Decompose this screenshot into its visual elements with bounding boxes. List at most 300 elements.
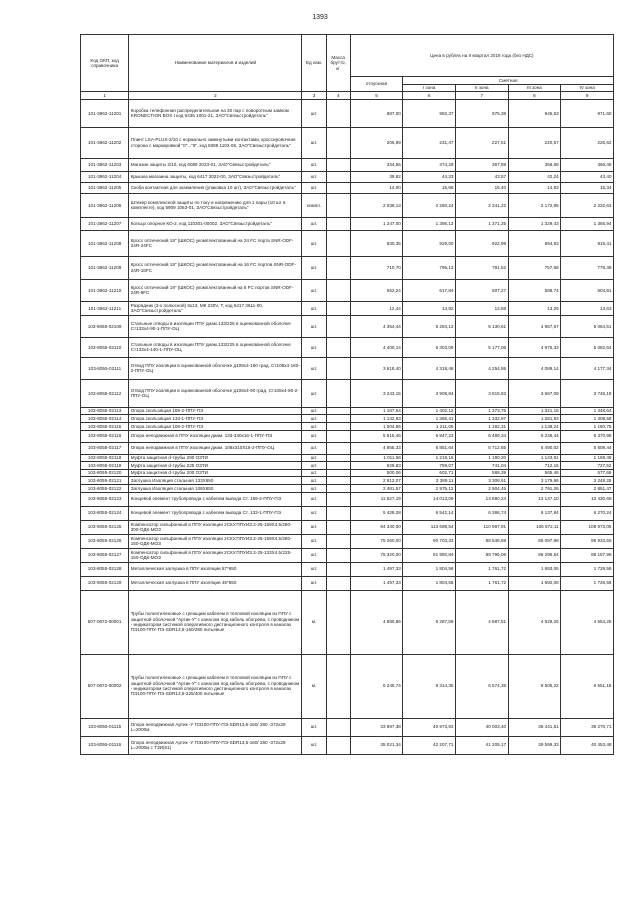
zone3-price-cell: 14,93	[508, 182, 561, 193]
table-row	[81, 158, 614, 171]
mass-cell	[326, 230, 350, 256]
header-zone-1: I зона	[403, 84, 456, 92]
zone2-price-cell: 975,38	[455, 99, 508, 127]
zone2-price-cell: 41 205,17	[455, 736, 508, 754]
name-cell: Опора неподвижная в ППУ изоляции диам. 133-340х16-1-ППУ-ПЭ	[129, 430, 302, 442]
name-cell: Кросс оптический 19" (ШКОС) укомплектованный на 24 FC порта SNR-ODF-24R-24FC	[129, 230, 302, 256]
zone1-price-cell: 13,92	[403, 301, 456, 315]
table-row	[81, 442, 614, 454]
code-cell: 103-8055-02114	[81, 415, 129, 423]
zone1-price-cell: 1 219,16	[403, 454, 456, 462]
code-cell: 101-3862-11209	[81, 256, 129, 279]
release-price-cell: 1 132,93	[350, 415, 403, 423]
zone3-price-cell: 1 692,06	[508, 576, 561, 590]
index-cell: 7	[455, 92, 508, 100]
code-cell: 103-8055-02117	[81, 442, 129, 454]
mass-cell	[326, 407, 350, 415]
zone2-price-cell: 4 254,95	[455, 357, 508, 379]
table-row	[81, 182, 614, 193]
zone3-price-cell: 3 667,09	[508, 379, 561, 407]
zone2-price-cell: 6 489,34	[455, 430, 508, 442]
zone1-price-cell: 3 908,84	[403, 379, 456, 407]
code-cell: 103-8055-02119	[81, 462, 129, 470]
name-cell: Опора скользящая 108-2-ППУ-ПЭ	[129, 422, 302, 430]
zone2-price-cell: 367,89	[455, 158, 508, 171]
unit-cell: шт.	[302, 442, 326, 454]
name-cell: Коробка телефонная распределительная на 30 пар с поворотным замком KRONECTION BOX I код 6435 1001-21, ЗАО"Связьстройдеталь"	[129, 99, 302, 127]
zone1-price-cell: 9 314,35	[403, 654, 456, 718]
name-cell: Магазин защиты 2/10, код 6089 2023-01, ЗАО"Связьстройдеталь"	[129, 158, 302, 171]
mass-cell	[326, 337, 350, 357]
zone3-price-cell: 2 172,95	[508, 193, 561, 217]
release-price-cell: 887,00	[350, 99, 403, 127]
zone1-price-cell: 5 851,64	[403, 442, 456, 454]
zone3-price-cell: 8 505,22	[508, 654, 561, 718]
index-cell: 5	[350, 92, 403, 100]
release-price-cell: 500,06	[350, 469, 403, 477]
table-row	[81, 736, 614, 754]
zone3-price-cell: 6 137,84	[508, 506, 561, 520]
unit-cell: шт.	[302, 171, 326, 182]
mass-cell	[326, 484, 350, 492]
mass-cell	[326, 379, 350, 407]
zone3-price-cell: 757,68	[508, 256, 561, 279]
code-cell: 101-3862-11210	[81, 279, 129, 301]
header-mass: Масса брутто, кг	[326, 35, 350, 92]
index-cell: 6	[403, 92, 456, 100]
zone3-price-cell: 85 097,98	[508, 534, 561, 548]
index-cell: 3	[302, 92, 326, 100]
mass-cell	[326, 654, 350, 718]
zone1-price-cell: 42 207,71	[403, 736, 456, 754]
code-cell: 507-0672-00001	[81, 590, 129, 654]
code-cell: 103-8055-02121	[81, 477, 129, 485]
table-row	[81, 484, 614, 492]
table-row	[81, 477, 614, 485]
code-cell: 101-3862-11201	[81, 99, 129, 127]
code-cell: 103-8055-02111	[81, 357, 129, 379]
zone3-price-cell: 1 281,93	[508, 415, 561, 423]
release-price-cell: 1 011,56	[350, 454, 403, 462]
name-cell: Скоба контактная для заземления (упаковка 10 шт), ЗАО"Связьстройдеталь"	[129, 182, 302, 193]
code-cell: 507-0672-00002	[81, 654, 129, 718]
mass-cell	[326, 477, 350, 485]
mass-cell	[326, 590, 350, 654]
zone3-price-cell: 42,24	[508, 171, 561, 182]
name-cell: Опора неподвижная в ППУ изоляции диам. 108х310Х16-2-ППУ-ОЦ	[129, 442, 302, 454]
header-zone-4: IV зона	[561, 84, 614, 92]
zone1-price-cell: 374,29	[403, 158, 456, 171]
zone1-price-cell: 795,13	[403, 256, 456, 279]
zone1-price-cell: 90 703,33	[403, 534, 456, 548]
mass-cell	[326, 315, 350, 337]
table-row	[81, 462, 614, 470]
mass-cell	[326, 279, 350, 301]
unit-cell: м.	[302, 654, 326, 718]
zone1-price-cell: 44,33	[403, 171, 456, 182]
index-cell: 2	[129, 92, 302, 100]
unit-cell: шт.	[302, 379, 326, 407]
release-price-cell: 1 247,00	[350, 217, 403, 230]
name-cell: Штекер комплексной защиты по току и напряжению для 1 пары (10 шт в комплекте), код 5909 1063-01, ЗАО"Связьстройдеталь"	[129, 193, 302, 217]
release-price-cell: 1 004,86	[350, 422, 403, 430]
zone4-price-cell: 1 365,94	[561, 217, 614, 230]
header-code: Код ОКП, код справочника	[81, 35, 129, 92]
name-cell: Трубы полиэтиленовые с греющим кабелем в тепловой изоляции из ППУ с защитной оболочкой "Артик-У" с каналом под кабель обогрева, с проводником - индикатором системой оперативного дистанционного контроля в каналах ПЭ100-ППУ-ПЭ-SDR13,6-225/400 питьевые	[129, 654, 302, 718]
table-row	[81, 422, 614, 430]
zone3-price-cell: 4 957,67	[508, 315, 561, 337]
name-cell: Трубы полиэтиленовые с греющим кабелем в тепловой изоляции из ППУ с защитной оболочкой "Артик-У" с каналом под кабель обогрева, с проводником - индикатором системой оперативного дистанционного контроля в каналах ПЭ100-ППУ-ПЭ-SDR13,6-160/280 питьевые	[129, 590, 302, 654]
name-cell: Опора неподвижная Артик -У ПЭ100-ППУ-ПЭ-SDR13,6-160/ 280 -372х28 L=2000м с ТЗИ(61)	[129, 736, 302, 754]
zone2-price-cell: 781,52	[455, 256, 508, 279]
zone3-price-cell: 4 089,14	[508, 357, 561, 379]
zone4-price-cell: 6 551,18	[561, 654, 614, 718]
unit-cell: шт.	[302, 99, 326, 127]
zone4-price-cell: 3 248,25	[561, 477, 614, 485]
zone1-price-cell: 231,47	[403, 127, 456, 158]
table-row	[81, 492, 614, 506]
name-cell: Опора скользящая 159-2-ППУ-ПЭ	[129, 407, 302, 415]
zone3-price-cell: 945,63	[508, 99, 561, 127]
code-cell: 103-8055-02122	[81, 484, 129, 492]
unit-cell: шт.	[302, 562, 326, 576]
zone4-price-cell: 86 933,56	[561, 534, 614, 548]
zone2-price-cell: 6 386,74	[455, 506, 508, 520]
mass-cell	[326, 462, 350, 470]
code-cell: 103-8055-01115	[81, 718, 129, 736]
zone3-price-cell: 39 599,33	[508, 736, 561, 754]
zone2-price-cell: 741,04	[455, 462, 508, 470]
release-price-cell: 4 354,44	[350, 315, 403, 337]
release-price-cell: 76 320,00	[350, 548, 403, 562]
table-row	[81, 256, 614, 279]
price-table	[80, 34, 614, 755]
zone1-price-cell: 5 287,59	[403, 590, 456, 654]
mass-cell	[326, 718, 350, 736]
zone2-price-cell: 2 241,22	[455, 193, 508, 217]
name-cell: Компенсатор сильфонный в ППУ изоляции 2СКУ.ППУИЗ.2-25-133Х4.5/225-150-ОДК-МОЗ	[129, 548, 302, 562]
zone1-price-cell: 929,00	[403, 230, 456, 256]
mass-cell	[326, 415, 350, 423]
name-cell: Металлическая заглушка в ППУ изоляции 57*650	[129, 562, 302, 576]
zone3-price-cell: 712,16	[508, 462, 561, 470]
table-row	[81, 217, 614, 230]
zone2-price-cell: 110 997,91	[455, 520, 508, 534]
code-cell: 103-8055-02115	[81, 422, 129, 430]
unit-cell: шт.	[302, 422, 326, 430]
zone2-price-cell: 1 332,97	[455, 415, 508, 423]
mass-cell	[326, 182, 350, 193]
zone4-price-cell: 4 177,34	[561, 357, 614, 379]
release-price-cell: 35 021,34	[350, 736, 403, 754]
release-price-cell: 75 260,00	[350, 534, 403, 548]
release-price-cell: 5 428,28	[350, 506, 403, 520]
name-cell: Концевой элемент трубопровода с кабелем вывода Ст. 159-2-ППУ-ПЭ	[129, 492, 302, 506]
release-price-cell: 94 340,00	[350, 520, 403, 534]
header-price-group: Цена в рублях на II квартал 2016 года (без НДС)	[350, 35, 613, 77]
zone2-price-cell: 3 815,83	[455, 379, 508, 407]
header-name: Наименование материалов и изделий	[129, 35, 302, 92]
unit-cell: м.	[302, 590, 326, 654]
code-cell: 103-8055-02113	[81, 407, 129, 415]
zone2-price-cell: 6 574,35	[455, 654, 508, 718]
index-cell: 9	[561, 92, 614, 100]
release-price-cell: 710,70	[350, 256, 403, 279]
release-price-cell: 629,83	[350, 462, 403, 470]
table-row	[81, 562, 614, 576]
table-row	[81, 127, 614, 158]
zone3-price-cell: 565,46	[508, 469, 561, 477]
table-row	[81, 357, 614, 379]
name-cell: Стальные отводы в изоляции ППУ диам.133/225 в оцинкованной оболочке Ст133х4-140-1-ППУ-ОЦ	[129, 337, 302, 357]
zone4-price-cell: 604,91	[561, 279, 614, 301]
table-row	[81, 301, 614, 315]
unit-cell: шт.	[302, 407, 326, 415]
zone2-price-cell: 3 308,61	[455, 477, 508, 485]
zone1-price-cell: 1 804,58	[403, 576, 456, 590]
mass-cell	[326, 430, 350, 442]
zone2-price-cell: 2 904,45	[455, 484, 508, 492]
zone1-price-cell: 992,37	[403, 99, 456, 127]
mass-cell	[326, 217, 350, 230]
zone1-price-cell: 2 280,24	[403, 193, 456, 217]
zone4-price-cell: 727,52	[561, 462, 614, 470]
unit-cell: шт.	[302, 492, 326, 506]
code-cell: 103-8055-02123	[81, 492, 129, 506]
name-cell: Кросс оптический 19" (ШКОС) укомплектованный на 8 FC портов SNR-ODF-24R-8FC	[129, 279, 302, 301]
zone1-price-cell: 15,66	[403, 182, 456, 193]
zone1-price-cell: 2 975,12	[403, 484, 456, 492]
code-cell: 103-8055-02124	[81, 506, 129, 520]
zone3-price-cell: 588,74	[508, 279, 561, 301]
mass-cell	[326, 193, 350, 217]
name-cell: Металлическая заглушка в ППУ изоляции 45*650	[129, 576, 302, 590]
unit-cell: шт.	[302, 217, 326, 230]
zone1-price-cell: 113 698,54	[403, 520, 456, 534]
code-cell: 103-8055-02118	[81, 454, 129, 462]
mass-cell	[326, 736, 350, 754]
release-price-cell: 4 880,86	[350, 590, 403, 654]
name-cell: Отвод ППУ изоляции в оцинкованной оболочке д108х4-180 град. Ст108х4-180-2-ППУ-ОЦ	[129, 357, 302, 379]
zone1-price-cell: 1 804,58	[403, 562, 456, 576]
zone1-price-cell: 91 980,84	[403, 548, 456, 562]
zone4-price-cell: 13,63	[561, 301, 614, 315]
release-price-cell: 12,44	[350, 301, 403, 315]
mass-cell	[326, 256, 350, 279]
zone3-price-cell: 106 672,11	[508, 520, 561, 534]
name-cell: Опора неподвижная Артик -У ПЭ100-ППУ-ПЭ-SDR13,6-160/ 280 -372х28 L=2000м	[129, 718, 302, 736]
name-cell: Концевой элемент трубопровода с кабелем вывода Ст. 133-1-ППУ-ПЭ	[129, 506, 302, 520]
zone3-price-cell: 4 975,33	[508, 337, 561, 357]
zone4-price-cell: 1 168,49	[561, 454, 614, 462]
release-price-cell: 14,00	[350, 182, 403, 193]
zone3-price-cell: 6 236,44	[508, 430, 561, 442]
mass-cell	[326, 469, 350, 477]
unit-cell: шт.	[302, 548, 326, 562]
name-cell: Крышка магазина защиты, код 6417 3022-00, ЗАО"Связьстройдеталь"	[129, 171, 302, 182]
release-price-cell: 11 627,19	[350, 492, 403, 506]
zone4-price-cell: 366,46	[561, 158, 614, 171]
mass-cell	[326, 576, 350, 590]
zone4-price-cell: 1 348,64	[561, 407, 614, 415]
code-cell: 101-3862-11207	[81, 217, 129, 230]
zone4-price-cell: 39 270,71	[561, 718, 614, 736]
release-price-cell: 1 497,33	[350, 562, 403, 576]
zone3-price-cell: 3 179,66	[508, 477, 561, 485]
unit-cell: шт.	[302, 484, 326, 492]
zone1-price-cell: 602,71	[403, 469, 456, 477]
zone2-price-cell: 40 003,40	[455, 718, 508, 736]
code-cell: 101-3862-11204	[81, 171, 129, 182]
mass-cell	[326, 127, 350, 158]
code-cell: 103-8055-02112	[81, 379, 129, 407]
zone2-price-cell: 89 796,06	[455, 548, 508, 562]
name-cell: Муфта защитная d-трубы 225 ОЗТИ	[129, 462, 302, 470]
unit-cell: шт.	[302, 127, 326, 158]
mass-cell	[326, 171, 350, 182]
release-price-cell: 830,35	[350, 230, 403, 256]
unit-cell: шт.	[302, 182, 326, 193]
zone1-price-cell: 3 389,11	[403, 477, 456, 485]
unit-cell: шт.	[302, 477, 326, 485]
zone2-price-cell: 5 177,06	[455, 337, 508, 357]
table-row	[81, 576, 614, 590]
table-row	[81, 718, 614, 736]
mass-cell	[326, 301, 350, 315]
table-row	[81, 171, 614, 182]
mass-cell	[326, 442, 350, 454]
name-cell: Кольцо опорное КО-2, код 110301-00002, ЗАО"Связьстройдеталь"	[129, 217, 302, 230]
unit-cell: шт.	[302, 256, 326, 279]
zone4-price-cell: 4 554,25	[561, 590, 614, 654]
unit-cell: шт.	[302, 279, 326, 301]
zone4-price-cell: 2 232,63	[561, 193, 614, 217]
zone1-price-cell: 1 402,12	[403, 407, 456, 415]
name-cell: Кросс оптический 19" (ШКОС) укомплектованный на 16 FC портов SNR-ODF-24R-16FC	[129, 256, 302, 279]
index-cell: 4	[326, 92, 350, 100]
unit-cell: шт.	[302, 230, 326, 256]
mass-cell	[326, 454, 350, 462]
zone2-price-cell: 607,27	[455, 279, 508, 301]
code-cell: 103-8055-02126	[81, 534, 129, 548]
unit-cell: шт.	[302, 415, 326, 423]
code-cell: 103-8055-02128	[81, 562, 129, 576]
release-price-cell: 334,55	[350, 158, 403, 171]
zone4-price-cell: 6 270,24	[561, 506, 614, 520]
mass-cell	[326, 562, 350, 576]
zone2-price-cell: 588,39	[455, 469, 508, 477]
zone3-price-cell: 5 490,02	[508, 442, 561, 454]
zone3-price-cell: 13,26	[508, 301, 561, 315]
name-cell: Отвод ППУ изоляции в оцинкованной оболочке д108х4-90 град. Ст108х4-90-2-ППУ-ОЦ	[129, 379, 302, 407]
unit-cell: шт.	[302, 301, 326, 315]
zone4-price-cell: 43,40	[561, 171, 614, 182]
zone4-price-cell: 919,41	[561, 230, 614, 256]
name-cell: Муфта защитная d-трубы 280 ОЗТИ	[129, 454, 302, 462]
zone4-price-cell: 5 082,64	[561, 337, 614, 357]
zone1-price-cell: 1 211,06	[403, 422, 456, 430]
mass-cell	[326, 534, 350, 548]
name-cell: Стальные отводы в изоляции ППУ диам.133/225 в оцинкованной оболочке Ст133х4-90-1-ППУ-ОЦ	[129, 315, 302, 337]
code-cell: 103-8055-02109	[81, 315, 129, 337]
zone4-price-cell: 15,34	[561, 182, 614, 193]
zone3-price-cell: 1 143,81	[508, 454, 561, 462]
name-cell: Компенсатор сильфонный в ППУ изоляции 2СКУ.ППУИЗ.2-25-159Х4.5/280-150-ОДК-МОЗ	[129, 534, 302, 548]
zone1-price-cell: 1 395,13	[403, 217, 456, 230]
table-row	[81, 193, 614, 217]
name-cell: Муфта защитная d-трубы 200 ОЗТИ	[129, 469, 302, 477]
zone4-price-cell: 577,66	[561, 469, 614, 477]
zone4-price-cell: 1 729,58	[561, 562, 614, 576]
table-row	[81, 279, 614, 301]
table-row	[81, 430, 614, 442]
zone2-price-cell: 43,57	[455, 171, 508, 182]
table-row	[81, 654, 614, 718]
zone2-price-cell: 4 887,51	[455, 590, 508, 654]
zone1-price-cell: 6 847,23	[403, 430, 456, 442]
mass-cell	[326, 520, 350, 534]
zone3-price-cell: 220,57	[508, 127, 561, 158]
release-price-cell: 2 812,07	[350, 477, 403, 485]
code-cell: 101-3862-11205	[81, 182, 129, 193]
zone1-price-cell: 40 973,93	[403, 718, 456, 736]
release-price-cell: 1 167,54	[350, 407, 403, 415]
index-cell: 8	[508, 92, 561, 100]
code-cell: 101-3862-11208	[81, 230, 129, 256]
code-cell: 101-3862-11202	[81, 127, 129, 158]
unit-cell: шт.	[302, 576, 326, 590]
code-cell: 101-3862-11203	[81, 158, 129, 171]
zone3-price-cell: 1 136,24	[508, 422, 561, 430]
zone2-price-cell: 1 190,20	[455, 454, 508, 462]
unit-cell: шт.	[302, 469, 326, 477]
table-row	[81, 230, 614, 256]
release-price-cell: 4 855,33	[350, 442, 403, 454]
header-zone-2: II зона	[455, 84, 508, 92]
zone4-price-cell: 3 746,19	[561, 379, 614, 407]
mass-cell	[326, 99, 350, 127]
unit-cell: шт.	[302, 430, 326, 442]
table-row	[81, 99, 614, 127]
table-row	[81, 506, 614, 520]
unit-cell: шт.	[302, 158, 326, 171]
unit-cell: шт.	[302, 454, 326, 462]
table-row	[81, 469, 614, 477]
unit-cell: шт.	[302, 534, 326, 548]
release-price-cell: 4 400,14	[350, 337, 403, 357]
release-price-cell: 39,62	[350, 171, 403, 182]
mass-cell	[326, 492, 350, 506]
zone4-price-cell: 2 851,47	[561, 484, 614, 492]
zone2-price-cell: 88 548,89	[455, 534, 508, 548]
code-cell: 103-8055-02120	[81, 469, 129, 477]
zone2-price-cell: 15,40	[455, 182, 508, 193]
index-cell: 1	[81, 92, 129, 100]
table-row	[81, 548, 614, 562]
unit-cell: шт.	[302, 736, 326, 754]
code-cell: 103-8055-02127	[81, 548, 129, 562]
zone1-price-cell: 617,84	[403, 279, 456, 301]
zone2-price-cell: 922,99	[455, 230, 508, 256]
zone4-price-cell: 5 608,44	[561, 442, 614, 454]
zone1-price-cell: 5 303,09	[403, 337, 456, 357]
zone1-price-cell: 759,07	[403, 462, 456, 470]
zone3-price-cell: 894,83	[508, 230, 561, 256]
name-cell: Заглушка Изоляция стальная 133Х650	[129, 477, 302, 485]
table-row	[81, 590, 614, 654]
zone1-price-cell: 1 365,41	[403, 415, 456, 423]
zone3-price-cell: 2 791,26	[508, 484, 561, 492]
